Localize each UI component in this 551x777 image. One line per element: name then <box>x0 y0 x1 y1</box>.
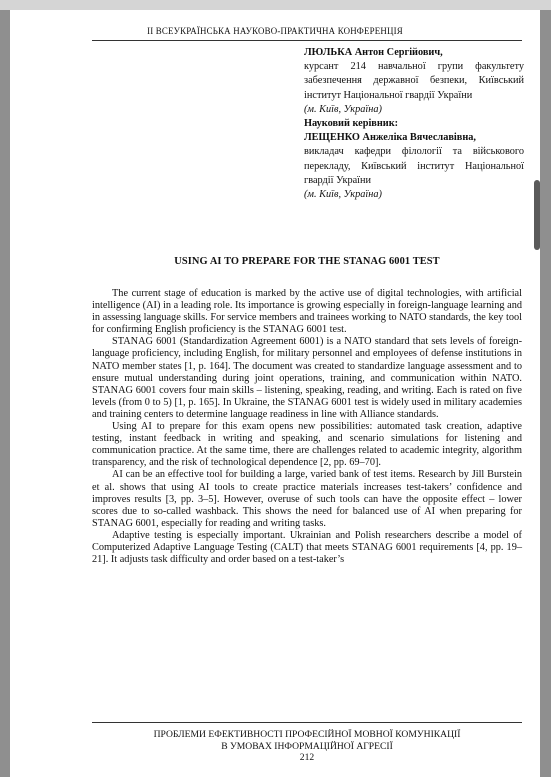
supervisor-label: Науковий керівник: <box>304 118 399 130</box>
article-title: USING AI TO PREPARE FOR THE STANAG 6001 TEST <box>174 256 440 267</box>
footer-line-1: ПРОБЛЕМИ ЕФЕКТИВНОСТІ ПРОФЕСІЙНОЇ МОВНОЇ КОМУНІКАЦІЇ <box>153 729 461 740</box>
author-details: курсант 214 навчальної групи факультету забезпечення державної безпеки, Київський інститут Національної гвардії України <box>304 61 524 101</box>
scrollbar-thumb[interactable] <box>534 180 540 250</box>
page-footer <box>92 729 522 764</box>
running-header: ІІ ВСЕУКРАЇНСЬКА НАУКОВО-ПРАКТИЧНА КОНФЕРЕНЦІЯ <box>147 26 403 36</box>
viewer-top-strip <box>0 0 551 10</box>
supervisor-name: ЛЕЩЕНКО Анжеліка Вячеславівна, <box>304 132 477 144</box>
footer-rule <box>92 722 522 723</box>
supervisor-details: викладач кафедри філології та військового перекладу, Київський інститут Національної гвардії України <box>304 146 524 186</box>
footer-line-2: В УМОВАХ ІНФОРМАЦІЙНОЇ АГРЕСІЇ <box>221 740 393 752</box>
paragraph: Adaptive testing is especially important. Ukrainian and Polish researchers describe a model of Computerized Adaptive Language Testing (CALT) that meets STANAG 6001 requirements [4, pp. 19–21]. It adjusts task difficulty and order based on a test-taker’s <box>92 529 522 566</box>
paragraph: Using AI to prepare for this exam opens new possibilities: automated task creation, adaptive testing, instant feedback in writing and speaking, and scenario simulations for listening and communication practice. At the same time, there are challenges related to academic integrity, algorithm transparency, and the risk of technological dependence [2, pp. 69–70]. <box>92 421 522 469</box>
author-block <box>304 46 524 202</box>
supervisor-city: (м. Київ, Україна) <box>304 189 382 201</box>
author-city: (м. Київ, Україна) <box>304 103 382 115</box>
header-rule <box>92 40 522 41</box>
author-name: ЛЮЛЬКА Антон Сергійович, <box>304 47 443 58</box>
paragraph: AI can be an effective tool for building a large, varied bank of test items. Research by Jill Burstein et al. shows that using AI tools to create practice materials increases test-takers’ confidence and improves results [3, pp. 3–5]. However, overuse of such tools can have the opposite effect – lower scores due to so-called washback. This shows the need for balanced use of AI when preparing for STANAG 6001, especially for reading and writing tasks. <box>92 469 522 529</box>
paragraph: The current stage of education is marked by the active use of digital technologies, with artificial intelligence (AI) in a leading role. Its importance is growing especially in foreign-language learning and in assessing language skills. For service members and trainees working to NATO standards, the key tool for confirming English proficiency is the STANAG 6001 test. <box>92 288 522 336</box>
article-body <box>92 288 522 566</box>
page-number: 212 <box>299 752 315 764</box>
paragraph: STANAG 6001 (Standardization Agreement 6001) is a NATO standard that sets levels of foreign-language proficiency, including English, for military personnel and employees of defense institutions in NATO member states [1, p. 164]. The document was created to standardize language assessment and to ensure mutual understanding during joint operations, training, and communication within NATO. STANAG 6001 covers four main skills – listening, speaking, reading, and writing. Each is rated on five levels (from 0 to 5) [1, p. 165]. In Ukraine, the STANAG 6001 test is widely used in military academies and training centers to determine language readiness in line with Alliance standards. <box>92 336 522 420</box>
document-page <box>10 10 540 777</box>
